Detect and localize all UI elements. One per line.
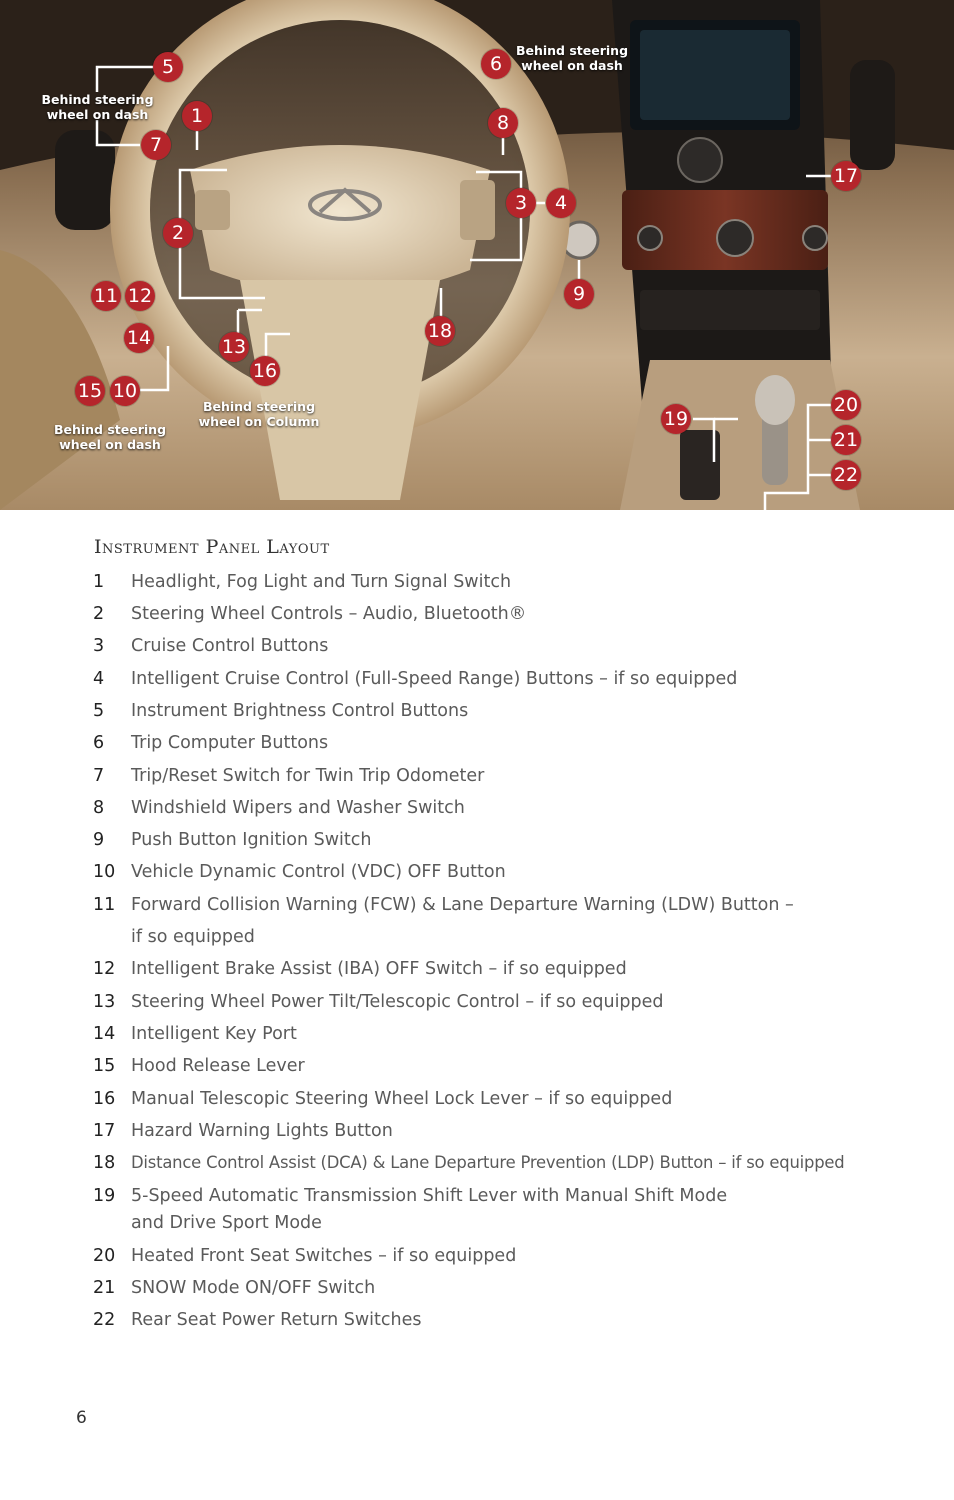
callout-12: 12	[125, 281, 155, 311]
legend-item-number: 9	[93, 830, 105, 850]
page-number: 6	[76, 1408, 87, 1428]
note-behind-wheel-left-upper: Behind steering wheel on dash	[41, 92, 154, 122]
legend-item-number: 21	[93, 1278, 116, 1298]
legend-item-number: 11	[93, 895, 116, 915]
callout-5: 5	[153, 52, 183, 82]
callout-10: 10	[110, 376, 140, 406]
legend-item-number: 7	[93, 766, 105, 786]
note-behind-wheel-right-upper: Behind steering wheel on dash	[515, 43, 629, 73]
callout-6: 6	[481, 49, 511, 79]
legend-item-text: Steering Wheel Power Tilt/Telescopic Control – if so equipped	[131, 992, 664, 1012]
callout-2: 2	[163, 218, 193, 248]
legend-item-text: Headlight, Fog Light and Turn Signal Switch	[131, 572, 512, 592]
callout-4: 4	[546, 188, 576, 218]
legend-item-text: Hood Release Lever	[131, 1056, 305, 1076]
legend-item-number: 16	[93, 1089, 116, 1109]
callout-15: 15	[75, 376, 105, 406]
legend-item-text: Manual Telescopic Steering Wheel Lock Lever – if so equipped	[131, 1089, 673, 1109]
legend-item-text: Windshield Wipers and Washer Switch	[131, 798, 465, 818]
legend-item-text: Hazard Warning Lights Button	[131, 1121, 393, 1141]
legend-item-number: 4	[93, 669, 105, 689]
callout-19: 19	[661, 404, 691, 434]
legend-item-text-continued: if so equipped	[131, 927, 255, 947]
legend-item-text: Intelligent Brake Assist (IBA) OFF Switch – if so equipped	[131, 959, 627, 979]
legend-item-text: Trip/Reset Switch for Twin Trip Odometer	[131, 766, 485, 786]
instrument-panel-photo	[0, 0, 954, 510]
legend-item-text: Rear Seat Power Return Switches	[131, 1310, 422, 1330]
note-behind-wheel-left-lower: Behind steering wheel on dash	[53, 422, 167, 452]
legend-item-text: Forward Collision Warning (FCW) & Lane Departure Warning (LDW) Button –	[131, 895, 794, 915]
callout-17: 17	[831, 161, 861, 191]
callout-3: 3	[506, 188, 536, 218]
legend-item-number: 1	[93, 572, 105, 592]
callout-13: 13	[219, 332, 249, 362]
legend-item-text: Distance Control Assist (DCA) & Lane Departure Prevention (LDP) Button – if so equipped	[131, 1153, 845, 1172]
callout-9: 9	[564, 279, 594, 309]
legend-item-text-continued: and Drive Sport Mode	[131, 1213, 322, 1233]
callout-11: 11	[91, 281, 121, 311]
legend-item-text: Cruise Control Buttons	[131, 636, 329, 656]
legend-item-text: Vehicle Dynamic Control (VDC) OFF Button	[131, 862, 506, 882]
legend-item-number: 17	[93, 1121, 116, 1141]
legend-item-number: 12	[93, 959, 116, 979]
legend-item-text: SNOW Mode ON/OFF Switch	[131, 1278, 376, 1298]
legend-item-text: Intelligent Key Port	[131, 1024, 297, 1044]
legend-item-number: 6	[93, 733, 105, 753]
callout-16: 16	[250, 356, 280, 386]
callout-8: 8	[488, 108, 518, 138]
callout-7: 7	[141, 130, 171, 160]
callout-1: 1	[182, 101, 212, 131]
legend-item-number: 18	[93, 1153, 116, 1173]
legend-item-text: 5-Speed Automatic Transmission Shift Lever with Manual Shift Mode	[131, 1186, 728, 1206]
legend-item-number: 14	[93, 1024, 116, 1044]
legend-item-number: 15	[93, 1056, 116, 1076]
legend-item-text: Intelligent Cruise Control (Full-Speed Range) Buttons – if so equipped	[131, 669, 738, 689]
legend-item-number: 10	[93, 862, 116, 882]
note-behind-wheel-column: Behind steering wheel on Column	[198, 399, 320, 429]
section-title: Instrument Panel Layout	[94, 536, 330, 558]
legend-item-number: 8	[93, 798, 105, 818]
legend-item-text: Heated Front Seat Switches – if so equipped	[131, 1246, 517, 1266]
legend-item-number: 22	[93, 1310, 116, 1330]
callout-22: 22	[831, 460, 861, 490]
legend-item-text: Steering Wheel Controls – Audio, Bluetooth®	[131, 604, 527, 624]
legend-item-text: Instrument Brightness Control Buttons	[131, 701, 469, 721]
callout-21: 21	[831, 425, 861, 455]
legend-item-number: 13	[93, 992, 116, 1012]
legend-item-text: Push Button Ignition Switch	[131, 830, 372, 850]
legend-item-text: Trip Computer Buttons	[131, 733, 329, 753]
legend-item-number: 20	[93, 1246, 116, 1266]
callout-14: 14	[124, 323, 154, 353]
legend-item-number: 5	[93, 701, 105, 721]
legend-item-number: 3	[93, 636, 105, 656]
legend-item-number: 19	[93, 1186, 116, 1206]
callout-20: 20	[831, 390, 861, 420]
callout-18: 18	[425, 316, 455, 346]
legend-item-number: 2	[93, 604, 105, 624]
